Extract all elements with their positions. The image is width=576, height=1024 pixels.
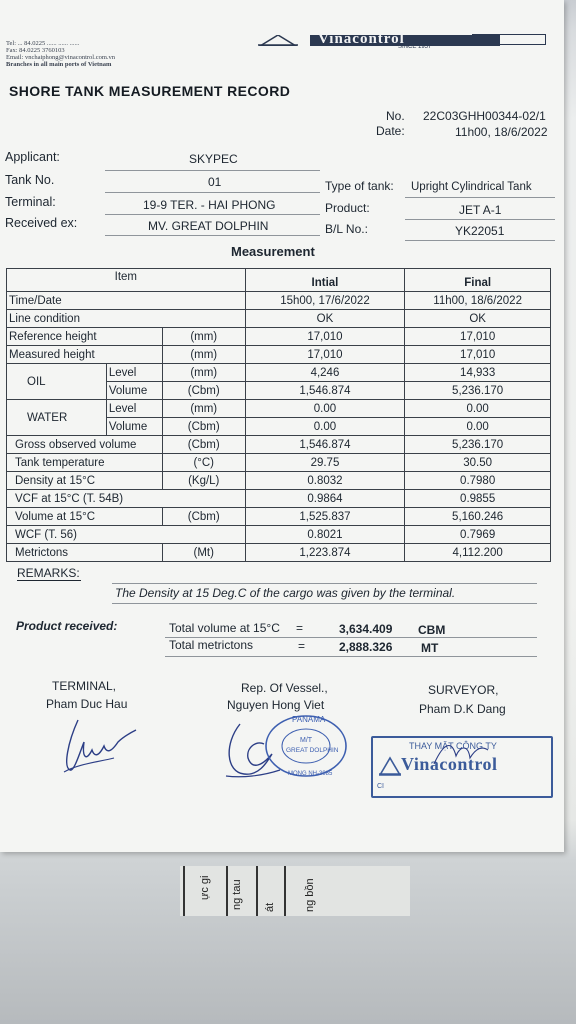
cell-initial: 0.8032 (245, 472, 405, 490)
cell-initial: 1,546.874 (245, 436, 405, 454)
letterhead-email: Email: vnchaiphong@vinacontrol.com.vn (6, 54, 116, 61)
strip-text-1: ực gi (199, 875, 211, 900)
col-final: Final (405, 269, 551, 292)
cell-final: OK (405, 310, 551, 328)
total-metrictons-eq: = (298, 639, 306, 653)
strip-text-4: ng bồn (304, 878, 316, 912)
stamp-code: CI (377, 783, 384, 790)
cell-final: 14,933 (405, 364, 551, 382)
cell-final: 5,236.170 (405, 436, 551, 454)
received-ex-label: Received ex: (5, 216, 78, 230)
row-label: Line condition (7, 310, 246, 328)
applicant-value: SKYPEC (189, 152, 238, 166)
cell-final: 0.7969 (405, 526, 551, 544)
row-label: Volume at 15°C (7, 508, 163, 526)
cell-initial: 0.00 (245, 418, 405, 436)
underlying-document-strip (180, 866, 410, 916)
row-label: WCF (T. 56) (7, 526, 246, 544)
tank-no-value: 01 (208, 175, 222, 189)
cell-final: 17,010 (405, 328, 551, 346)
product-value: JET A-1 (459, 203, 502, 217)
applicant-label: Applicant: (5, 150, 60, 164)
total-volume-unit: CBM (418, 623, 446, 637)
cell-initial: 0.9864 (245, 490, 405, 508)
record-no-label: No. (386, 109, 405, 123)
table-row (7, 454, 551, 472)
row-label: Density at 15°C (7, 472, 163, 490)
cell-initial: 1,546.874 (245, 382, 405, 400)
type-of-tank-label: Type of tank: (325, 179, 394, 193)
cell-initial: 1,223.874 (245, 544, 405, 562)
cell-initial: 0.00 (245, 400, 405, 418)
row-sub-label: Level (106, 400, 162, 418)
bl-no-value: YK22051 (455, 224, 505, 238)
cell-final: 0.00 (405, 400, 551, 418)
table-row (7, 436, 551, 454)
cell-final: 4,112.200 (405, 544, 551, 562)
row-group-label: OIL (7, 364, 107, 400)
total-volume-value: 3,634.409 (339, 622, 393, 636)
received-ex-value: MV. GREAT DOLPHIN (148, 219, 269, 233)
stamp-text: THAY MẶT CÔNG TY (409, 741, 497, 751)
letterhead-branches: Branches in all main ports of Vietnam (6, 61, 112, 68)
total-metrictons-value: 2,888.326 (339, 640, 393, 654)
total-volume-label: Total volume at 15°C (169, 621, 280, 635)
terminal-value: 19-9 TER. - HAI PHONG (143, 198, 276, 212)
terminal-name: Pham Duc Hau (46, 697, 128, 711)
cell-final: 17,010 (405, 346, 551, 364)
logo-brand: Vinacontrol (318, 31, 405, 47)
cell-initial: OK (245, 310, 405, 328)
cell-unit: (Cbm) (162, 418, 245, 436)
cell-initial: 29.75 (245, 454, 405, 472)
remarks-label: REMARKS: (17, 566, 80, 580)
cell-final: 0.00 (405, 418, 551, 436)
vessel-role: Rep. Of Vessel., (241, 681, 328, 695)
logo-mark-icon (258, 35, 298, 46)
record-date-value: 11h00, 18/6/2022 (455, 125, 548, 139)
cell-initial: 17,010 (245, 328, 405, 346)
product-label: Product: (325, 201, 370, 215)
row-sub-label: Volume (106, 382, 162, 400)
logo-since: SINCE 1957 (398, 44, 432, 50)
record-date-label: Date: (376, 124, 405, 138)
row-label: Measured height (7, 346, 163, 364)
cell-initial: 17,010 (245, 346, 405, 364)
row-label: Gross observed volume (7, 436, 163, 454)
terminal-signature (58, 712, 138, 774)
table-row (7, 310, 551, 328)
bl-no-label: B/L No.: (325, 222, 368, 236)
type-of-tank-value: Upright Cylindrical Tank (411, 181, 532, 193)
letterhead-logo (258, 33, 558, 51)
total-volume-eq: = (296, 621, 304, 635)
row-label: Tank temperature (7, 454, 163, 472)
cell-unit: (mm) (162, 346, 245, 364)
cell-final: 5,160.246 (405, 508, 551, 526)
terminal-label: Terminal: (5, 195, 56, 209)
cell-initial: 0.8021 (245, 526, 405, 544)
cell-initial: 1,525.837 (245, 508, 405, 526)
table-row (7, 400, 551, 418)
cell-unit: (°C) (162, 454, 245, 472)
stamp-brand: Vinacontrol (401, 754, 498, 774)
surveyor-signature (430, 736, 490, 770)
cell-unit: (Mt) (162, 544, 245, 562)
tank-no-label: Tank No. (5, 173, 55, 187)
row-label: Metrictons (7, 544, 163, 562)
product-received-label: Product received: (16, 619, 118, 633)
cell-unit: (Cbm) (162, 436, 245, 454)
strip-text-3: át (264, 902, 276, 912)
measurement-heading: Measurement (231, 244, 315, 259)
cell-final: 30.50 (405, 454, 551, 472)
strip-text-2: ng tau (231, 879, 243, 910)
row-label: Time/Date (7, 292, 246, 310)
cell-unit: (Cbm) (162, 508, 245, 526)
stamp-logo-icon (379, 756, 401, 776)
table-row (7, 328, 551, 346)
cell-unit: (Kg/L) (162, 472, 245, 490)
seal-text-mid1: M/T (300, 737, 313, 744)
remarks-text: The Density at 15 Deg.C of the cargo was given by the terminal. (115, 586, 456, 600)
seal-text-bottom: MONG NH-3985 (288, 771, 333, 777)
vessel-seal-icon (262, 712, 350, 780)
table-header-row (7, 269, 551, 292)
seal-text-mid2: GREAT DOLPHIN (286, 747, 339, 754)
terminal-role: TERMINAL, (52, 679, 117, 693)
page-title: SHORE TANK MEASUREMENT RECORD (9, 83, 291, 99)
table-row (7, 508, 551, 526)
surveyor-name: Pham D.K Dang (419, 702, 506, 716)
table-row (7, 346, 551, 364)
cell-final: 0.7980 (405, 472, 551, 490)
row-group-label: WATER (7, 400, 107, 436)
table-row (7, 472, 551, 490)
cell-initial: 15h00, 17/6/2022 (245, 292, 405, 310)
cell-initial: 4,246 (245, 364, 405, 382)
cell-unit: (Cbm) (162, 382, 245, 400)
seal-text-top: PANAMA (292, 715, 326, 724)
row-sub-label: Volume (106, 418, 162, 436)
cell-final: 0.9855 (405, 490, 551, 508)
cell-unit: (mm) (162, 364, 245, 382)
measurement-table (6, 268, 551, 562)
record-no-value: 22C03GHH00344-02/1 (423, 109, 546, 123)
table-row (7, 292, 551, 310)
cell-unit: (mm) (162, 328, 245, 346)
table-row (7, 490, 551, 508)
surveyor-role: SURVEYOR, (428, 683, 499, 697)
row-label: VCF at 15°C (T. 54B) (7, 490, 246, 508)
cell-unit: (mm) (162, 400, 245, 418)
row-sub-label: Level (106, 364, 162, 382)
row-label: Reference height (7, 328, 163, 346)
table-row (7, 364, 551, 382)
total-metrictons-unit: MT (421, 641, 439, 655)
total-metrictons-label: Total metrictons (169, 638, 254, 652)
table-row (7, 526, 551, 544)
cell-final: 5,236.170 (405, 382, 551, 400)
letterhead-fax: Fax: 84.0225 3760103 (6, 47, 65, 54)
cell-final: 11h00, 18/6/2022 (405, 292, 551, 310)
vessel-name: Nguyen Hong Viet (227, 698, 325, 712)
col-initial: Intial (245, 269, 405, 292)
letterhead-tel: Tel: ... 84.0225 ...... ...... ...... (6, 40, 80, 47)
table-row (7, 544, 551, 562)
logo-box (472, 34, 546, 45)
col-item: Item (7, 269, 246, 292)
